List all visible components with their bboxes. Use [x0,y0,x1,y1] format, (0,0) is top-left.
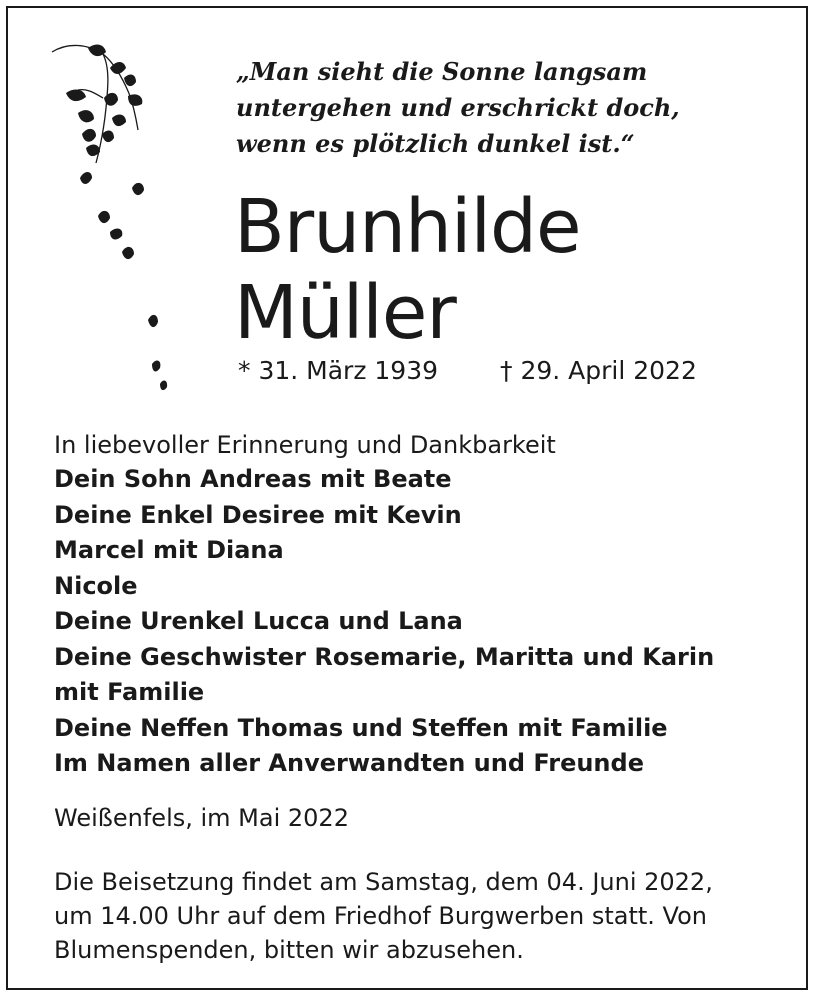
quote [236,54,756,162]
mourner-line: Deine Neffen Thomas und Steffen mit Familie [54,713,668,742]
obituary-card [6,6,808,990]
life-dates [238,355,718,387]
death-date: † 29. April 2022 [500,356,697,385]
place-date: Weißenfels, im Mai 2022 [54,804,349,832]
notice-line: Die Beisetzung findet am Samstag, dem 04. Juni 2022, [54,868,713,896]
birch-branch-icon [48,38,188,408]
mourners-block [54,428,794,782]
mourner-line: Deine Urenkel Lucca und Lana [54,607,463,635]
last-name: Müller [234,270,456,356]
mourner-line: mit Familie [54,678,205,706]
mourner-line: Dein Sohn Andreas mit Beate [54,465,452,493]
mourner-line: Im Namen aller Anverwandten und Freunde [54,749,644,777]
quote-line: wenn es plötzlich dunkel ist.“ [236,129,635,158]
mourner-line: Marcel mit Diana [54,536,284,564]
mourner-line: Deine Enkel Desiree mit Kevin [54,500,462,529]
funeral-notice [54,865,794,967]
mourners-intro: In liebevoller Erinnerung und Dankbarkeit [54,431,556,459]
first-name: Brunhilde [234,184,581,270]
mourner-line: Nicole [54,571,138,600]
quote-line: „Man sieht die Sonne langsam [236,57,648,86]
notice-line: um 14.00 Uhr auf dem Friedhof Burgwerben statt. Von [54,902,708,930]
birth-date: * 31. März 1939 [238,356,439,385]
notice-line: Blumenspenden, bitten wir abzusehen. [54,936,524,964]
deceased-name [234,184,581,356]
mourner-line: Deine Geschwister Rosemarie, Maritta und Karin [54,642,715,671]
quote-line: untergehen und erschrickt doch, [236,93,680,122]
